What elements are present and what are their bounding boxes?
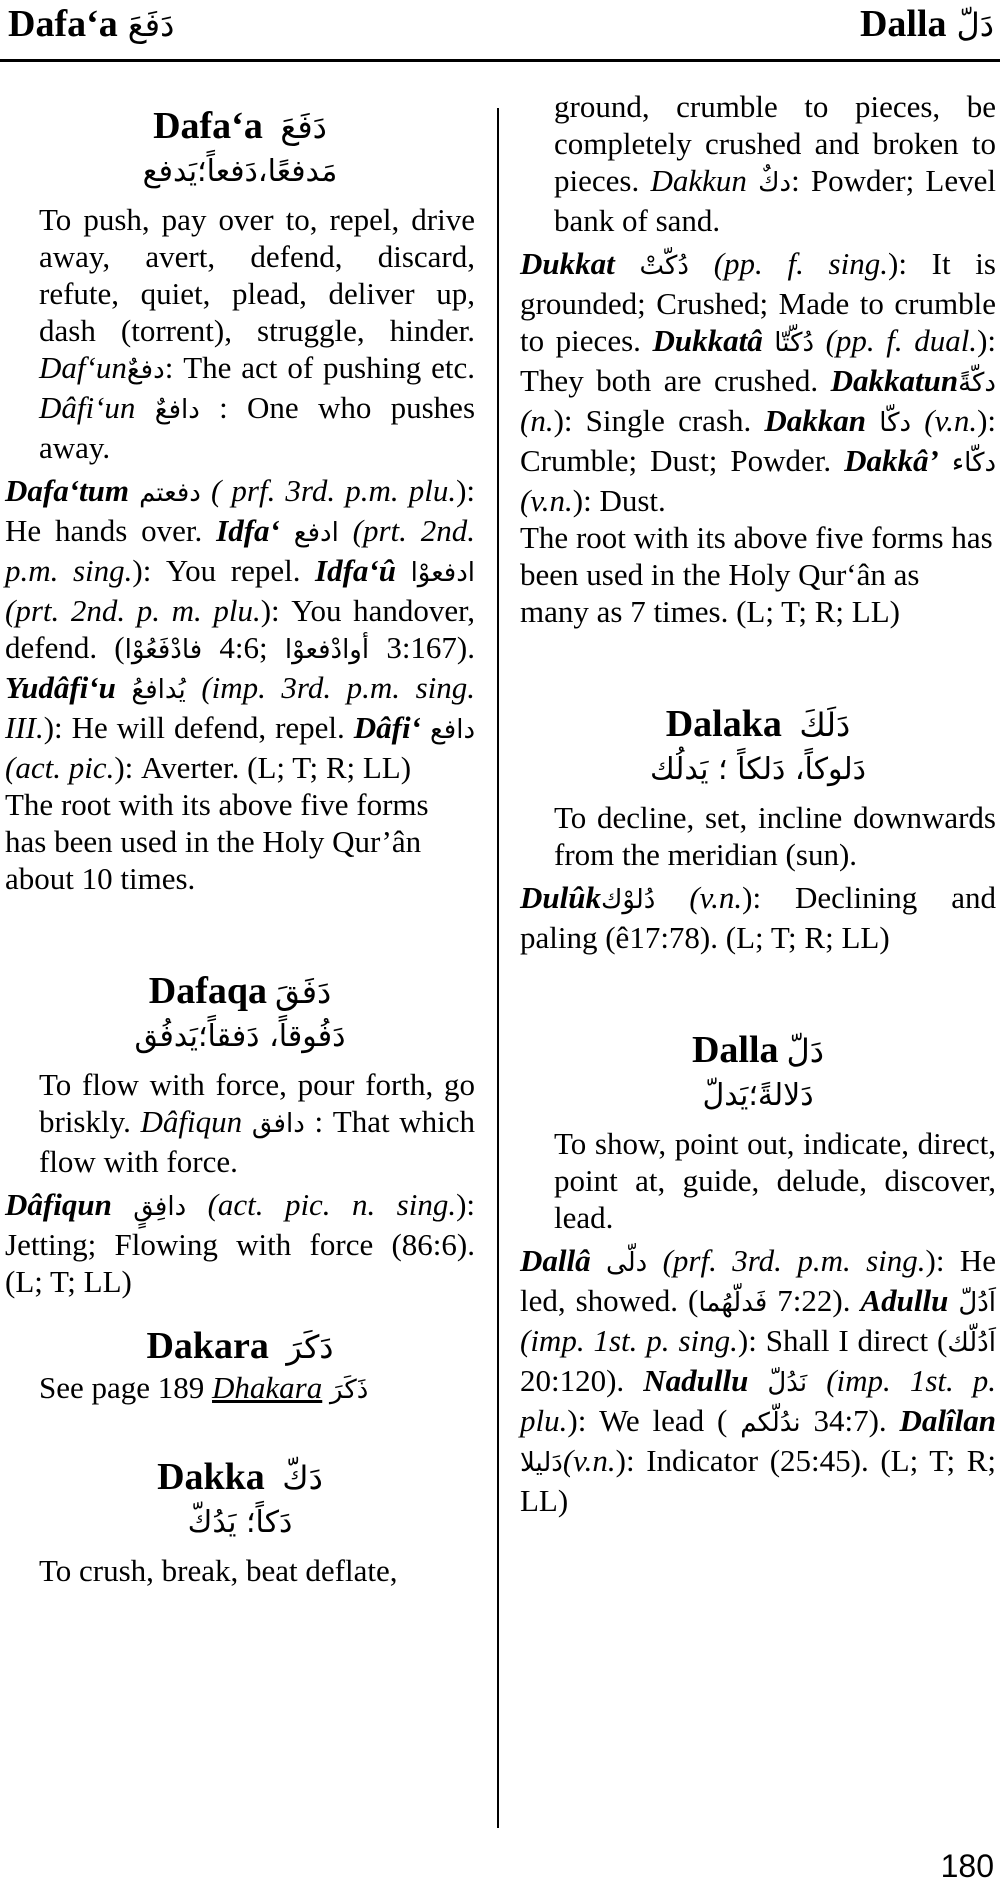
- term-arabic: دلّى: [606, 1248, 648, 1278]
- entry-dalla: [520, 1028, 996, 1519]
- header-right-title: Dalla: [859, 3, 947, 45]
- see-arabic: ذَكَرَ: [330, 1375, 369, 1405]
- entry-heading: [520, 702, 996, 747]
- definition: ): You handover, defend. (: [5, 593, 475, 665]
- reference: 3:167).: [386, 630, 475, 665]
- grammar-note: (pp. f. dual.: [825, 323, 978, 358]
- definition: : One who pushes away.: [39, 390, 476, 465]
- term-arabic: دفعٌ: [126, 355, 165, 385]
- entry-derivatives: [520, 245, 996, 519]
- entry-heading: [5, 1455, 475, 1500]
- entry-forms: دَلوكاً، دَلكاً ؛ يَدلُك: [650, 752, 866, 787]
- entry-dafaa: [5, 104, 475, 897]
- running-header: [0, 0, 1000, 62]
- term-arabic: دافع: [429, 715, 476, 745]
- term-arabic: ندُلّكم: [740, 1408, 801, 1438]
- entry-dakka-continued: [520, 88, 996, 630]
- grammar-note: (v.n.: [562, 1443, 616, 1478]
- term: Dakkâ’: [844, 443, 939, 478]
- term-arabic: اَدُلّ: [958, 1288, 997, 1318]
- reference: 34:7).: [813, 1403, 887, 1438]
- entry-arabic: دَفَعَ: [280, 108, 327, 146]
- term-arabic: اَدُلّك: [947, 1328, 996, 1358]
- term-arabic: دُلوْك: [600, 885, 656, 915]
- term: Adullu: [860, 1283, 949, 1318]
- definition: ): Averter. (L; T; R; LL): [114, 750, 412, 785]
- entry-arabic: دَلَكَ: [799, 706, 851, 744]
- page-number: 180: [940, 1848, 994, 1884]
- term-arabic: دكّاء: [951, 448, 997, 478]
- term-arabic: يُدافعُ: [131, 675, 186, 705]
- entry-forms: دَفُوقاً، دَفقاً؛يَدفُق: [134, 1019, 346, 1054]
- grammar-note: (pp. f. sing.: [713, 246, 888, 281]
- definition: : The act of pushing etc.: [164, 350, 475, 385]
- definition: ): We lead (: [567, 1403, 728, 1438]
- see-word: Dhakara: [212, 1370, 323, 1405]
- entry-arabic: دَفَقَ: [275, 973, 332, 1011]
- term-arabic: دافِقٍ: [133, 1192, 187, 1222]
- entry-title: Dafaqa: [148, 970, 267, 1012]
- definition: ): Dust.: [572, 483, 666, 518]
- term-arabic: دكّةً: [958, 368, 996, 398]
- entry-heading: [5, 1324, 475, 1369]
- entry-forms: دَكاً؛ يَدُكّ: [187, 1505, 293, 1540]
- term: Dakkatun: [830, 363, 959, 398]
- term-arabic: دفعتم: [139, 478, 201, 508]
- entry-meaning: To show, point out, indicate, direct, point at, guide, delude, discover, lead.: [554, 1126, 996, 1235]
- entry-meaning: [554, 88, 996, 239]
- term: Nadullu: [643, 1363, 749, 1398]
- entry-title: Dalaka: [665, 703, 782, 745]
- grammar-note: ( prf. 3rd. p.m. plu.: [210, 473, 457, 508]
- entry-derivatives: [520, 879, 996, 956]
- reference: 7:22).: [777, 1283, 851, 1318]
- entry-dakka: [5, 1455, 475, 1589]
- term-arabic: فَدلّهُما: [698, 1288, 768, 1318]
- header-left-title: Dafa‘a: [8, 3, 118, 45]
- see-text: See page 189: [39, 1370, 205, 1405]
- definition: ): Jetting; Flowing with force (86:6). (L; T; LL): [5, 1187, 476, 1299]
- definition: ): He hands over.: [5, 473, 476, 548]
- header-right-arabic: دَلّ: [956, 6, 994, 44]
- entry-heading: [520, 1028, 996, 1073]
- term: Idfa‘: [216, 513, 280, 548]
- grammar-note: (v.n.: [520, 483, 573, 518]
- reference: 20:120).: [520, 1363, 625, 1398]
- entry-title: Dakara: [146, 1325, 269, 1367]
- term-arabic: ادفع: [293, 518, 339, 548]
- entry-dafaqa: [5, 969, 475, 1300]
- grammar-note: (prt. 2nd. p. m. plu.: [5, 593, 261, 628]
- meaning-text: To flow with force, pour forth, go briskly.: [39, 1067, 475, 1139]
- header-right: [860, 2, 994, 46]
- entry-meaning: To crush, break, beat deflate,: [39, 1553, 398, 1588]
- term-arabic: دافعٌ: [154, 395, 200, 425]
- definition: ): It is grounded; Crushed; Made to crumble to pieces.: [520, 246, 996, 358]
- grammar-note: (n.: [520, 403, 554, 438]
- entry-title: Dakka: [157, 1456, 265, 1498]
- root-note: The root with its above five forms has been used in the Holy Qur‘ân as many as 7 times. (L; T; R; LL): [520, 520, 993, 629]
- grammar-note: (imp. 1st. p. sing.: [520, 1323, 738, 1358]
- term: Dukkat: [520, 246, 615, 281]
- definition: : Powder; Level bank of sand.: [554, 163, 997, 238]
- grammar-note: (v.n.: [689, 880, 743, 915]
- grammar-note: (prt. 2nd. p.m. sing.: [5, 513, 476, 588]
- entry-heading: [5, 104, 475, 149]
- entry-derivatives: [520, 1242, 996, 1519]
- entry-derivatives: [5, 472, 475, 786]
- entry-arabic: دَكَرَ: [286, 1328, 334, 1366]
- term: Idfa‘û: [315, 553, 396, 588]
- definition: ): Declining and paling (ê17:78). (L; T; R; LL): [520, 880, 996, 955]
- term: Dallâ: [520, 1243, 591, 1278]
- term-arabic: دَليلا: [520, 1448, 563, 1478]
- term-arabic: دُكّتْ: [639, 251, 689, 281]
- term: Dulûk: [520, 880, 601, 915]
- term: Dukkatâ: [652, 323, 763, 358]
- grammar-note: (v.n.: [924, 403, 978, 438]
- grammar-note: (imp. 1st. p. plu.: [520, 1363, 997, 1438]
- term: Dakkun: [650, 163, 747, 198]
- entry-title: Dafa‘a: [153, 105, 263, 147]
- definition: ): Crumble; Dust; Powder.: [520, 403, 997, 478]
- entry-title: Dalla: [691, 1029, 779, 1071]
- term: Dakkan: [764, 403, 867, 438]
- term-arabic: دكٌ: [758, 168, 792, 198]
- header-left: [8, 2, 174, 46]
- right-column: [520, 88, 996, 1519]
- entry-arabic: دَكّ: [282, 1459, 323, 1497]
- entry-cross-reference: [39, 1369, 475, 1409]
- term: Yudâfi‘u: [5, 670, 116, 705]
- reference: 4:6;: [219, 630, 268, 665]
- grammar-note: (imp. 3rd. p.m. sing. III.: [5, 670, 475, 745]
- term: Dâfiqun: [140, 1104, 243, 1139]
- entry-arabic: دَلّ: [786, 1032, 825, 1070]
- entry-meaning: To decline, set, incline downwards from the meridian (sun).: [554, 800, 996, 872]
- entry-dalaka: [520, 702, 996, 956]
- term-arabic: نَدُلّ: [767, 1368, 808, 1398]
- grammar-note: (prf. 3rd. p.m. sing.: [662, 1243, 926, 1278]
- meaning-text: ground, crumble to pieces, be completely crushed and broken to pieces.: [554, 89, 996, 198]
- definition: ): Shall I direct (: [737, 1323, 948, 1358]
- entry-heading: [5, 969, 475, 1014]
- term-arabic: دُكّتّا: [774, 328, 815, 358]
- grammar-note: (act. pic. n. sing.: [207, 1187, 457, 1222]
- term-arabic: دافق: [251, 1109, 305, 1139]
- header-left-arabic: دَفَعَ: [127, 6, 175, 44]
- definition: ): You repel.: [132, 553, 301, 588]
- definition: ): He led, showed. (: [520, 1243, 997, 1318]
- term: Dâfiqun: [5, 1187, 112, 1222]
- definition: ): Indicator (25:45). (L; T; R; LL): [520, 1443, 996, 1518]
- entry-meaning: [39, 201, 475, 466]
- column-divider: [497, 108, 499, 1828]
- left-column: [5, 90, 475, 1595]
- entry-meaning: [39, 1066, 475, 1180]
- root-note: The root with its above five forms has been used in the Holy Qur’ân about 10 times.: [5, 787, 429, 896]
- entry-dakara: [5, 1324, 475, 1409]
- meaning-text: To push, pay over to, repel, drive away, avert, defend, discard, refute, quiet, plead, deliver up, dash (torrent), struggle, hinder.: [39, 202, 475, 348]
- entry-derivatives: [5, 1186, 475, 1300]
- term-arabic: أوادْفعوْا: [284, 635, 370, 665]
- grammar-note: (act. pic.: [5, 750, 115, 785]
- definition: ): They both are crushed.: [520, 323, 996, 398]
- entry-forms: دَلالةً؛يَدلّ: [702, 1078, 814, 1113]
- definition: ): He will defend, repel.: [43, 710, 345, 745]
- term-arabic: فادْفَعُوْا: [124, 635, 203, 665]
- term: Dâfi‘: [353, 710, 421, 745]
- entry-forms: مَدفعًا،دَفعاً؛يَدفع: [142, 154, 338, 189]
- term-arabic: ادفعوْا: [410, 558, 475, 588]
- definition: : That which flow with force.: [39, 1104, 476, 1179]
- term: Dâfi‘un: [39, 390, 136, 425]
- term: Dalîlan: [899, 1403, 996, 1438]
- term: Daf‘un: [39, 350, 127, 385]
- term-arabic: دكّا: [879, 408, 912, 438]
- term: Dafa‘tum: [5, 473, 129, 508]
- definition: ): Single crash.: [553, 403, 752, 438]
